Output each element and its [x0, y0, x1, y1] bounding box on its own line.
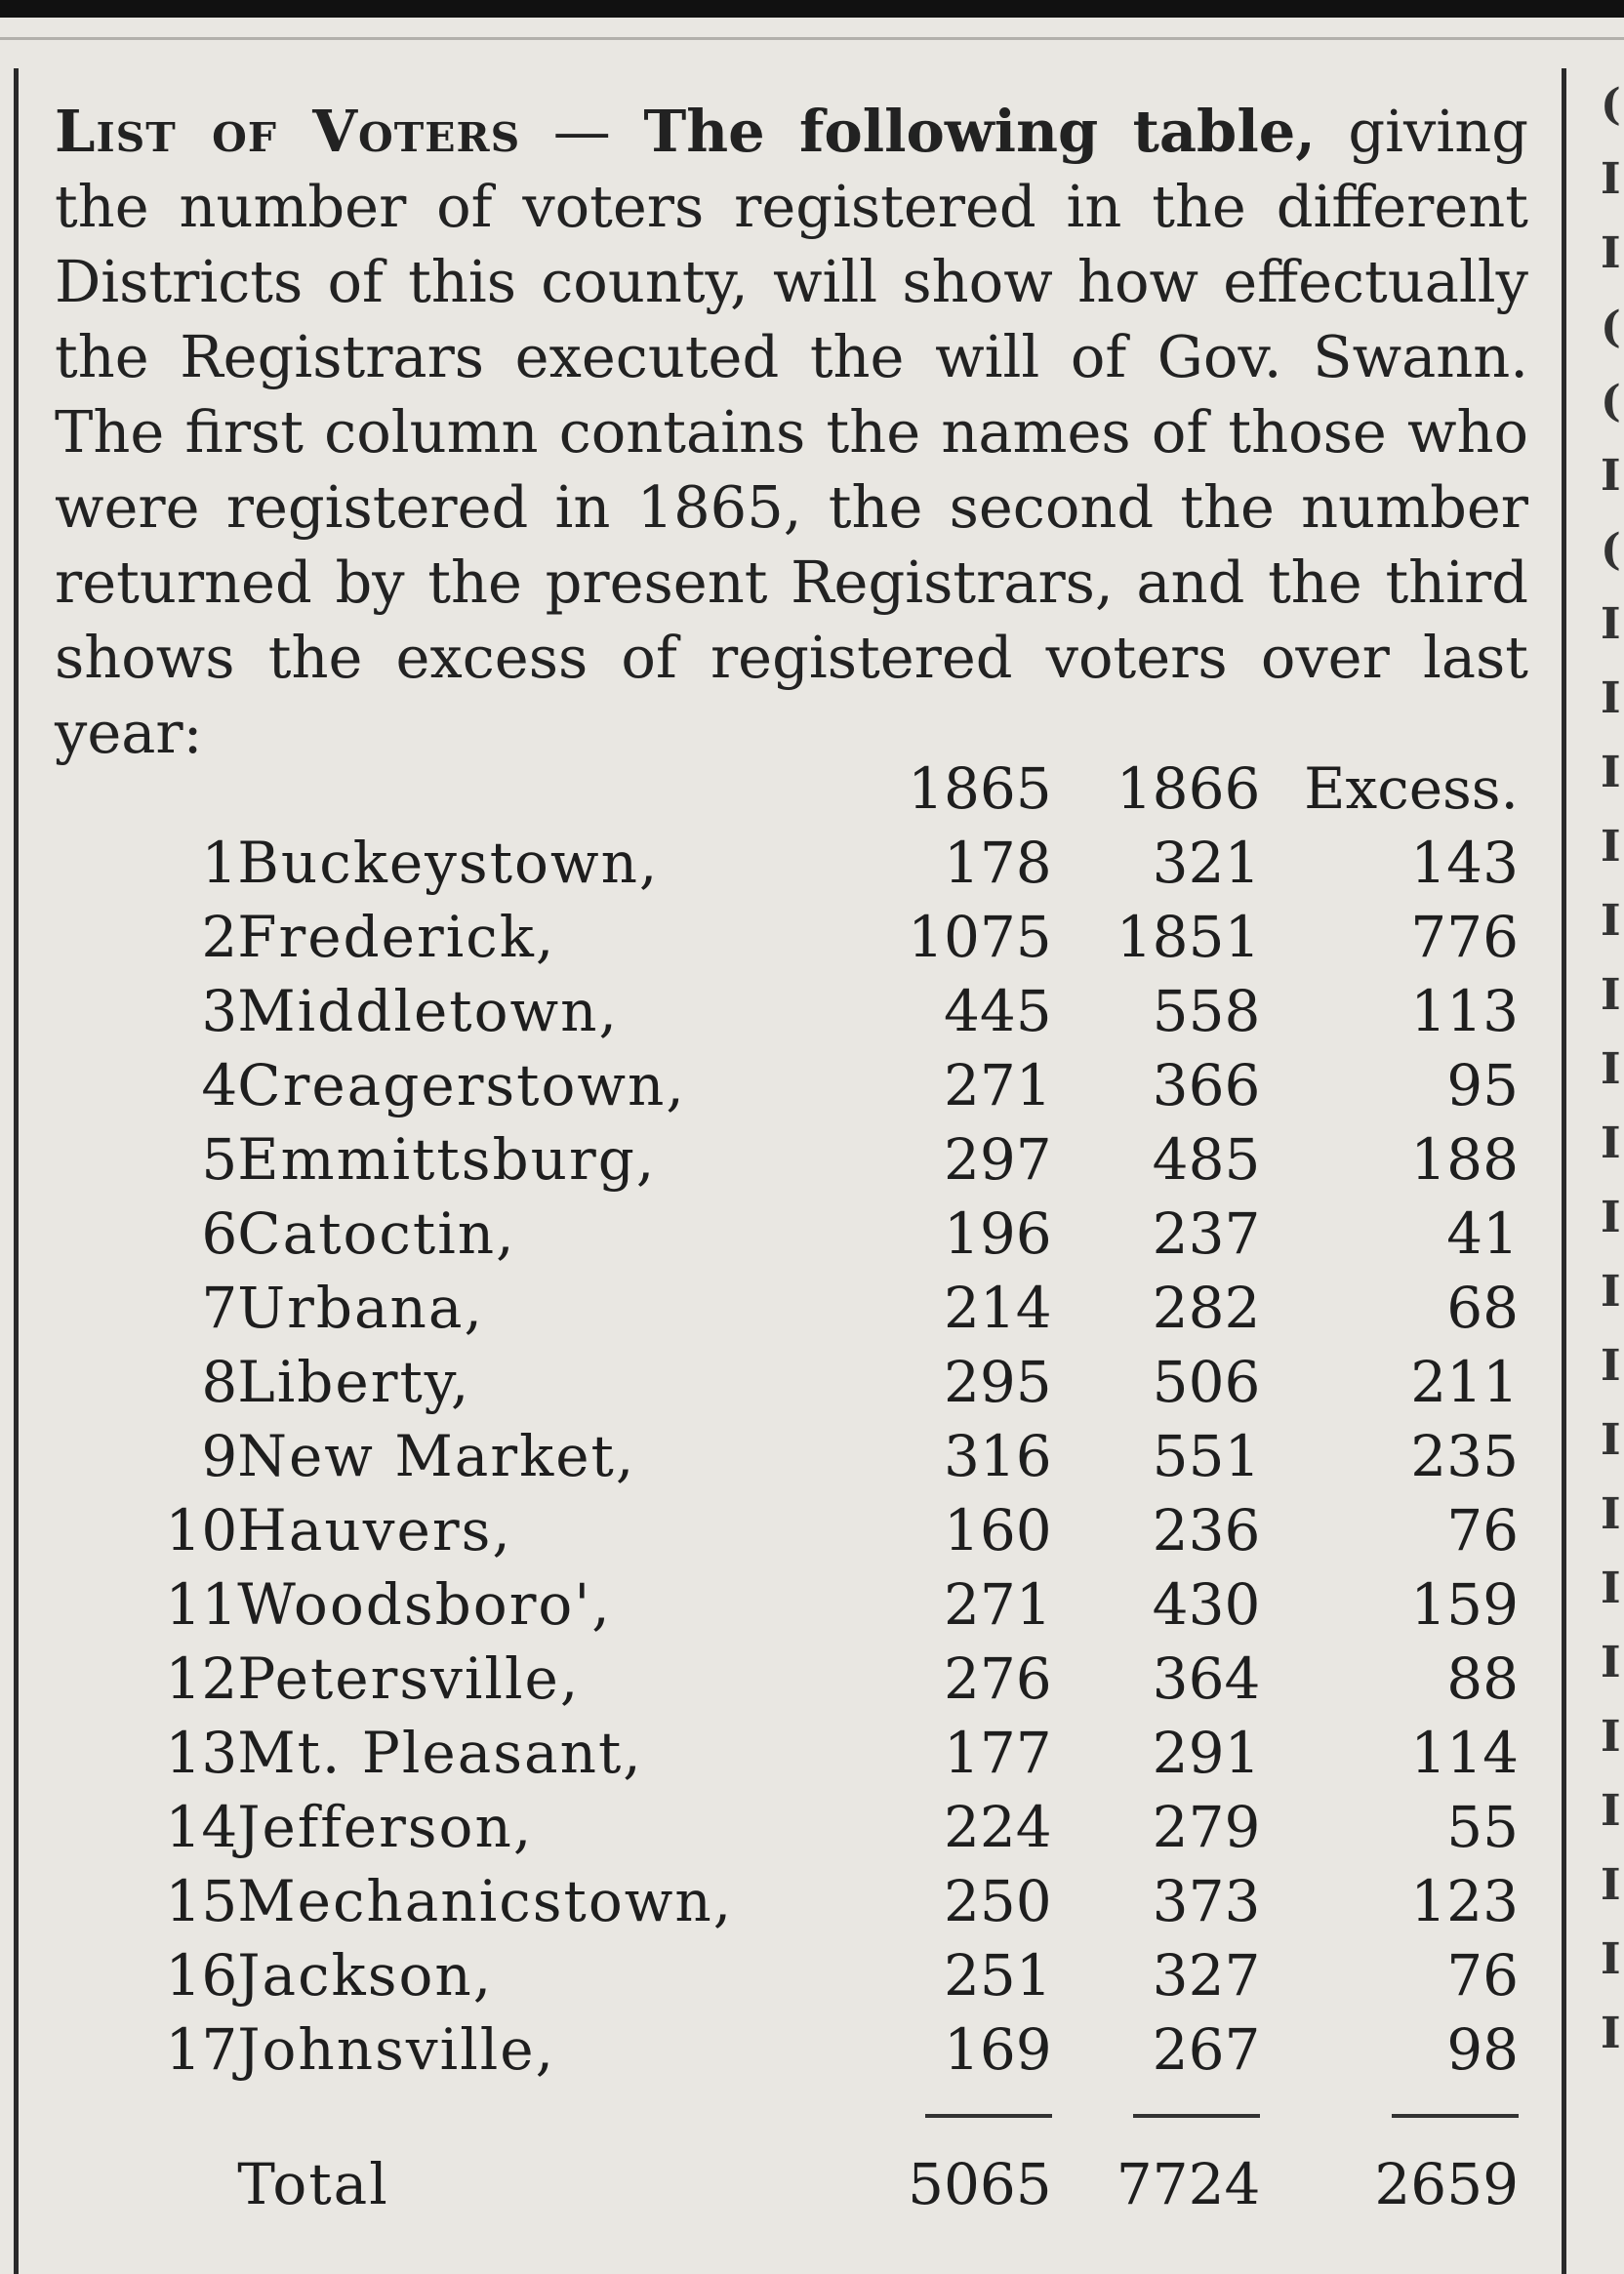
voters-1865: 250	[943, 1868, 1052, 1934]
district-number: 4	[201, 1052, 238, 1118]
rule-blank	[237, 2087, 863, 2135]
voters-1865: 276	[943, 1645, 1052, 1712]
headline-dash: —	[520, 98, 611, 165]
total-dash	[1133, 2114, 1260, 2118]
voters-excess: 143	[1410, 830, 1519, 896]
district-number: 6	[201, 1200, 238, 1267]
header-name-blank	[237, 751, 863, 826]
district-number: 1	[201, 830, 238, 896]
total-excess: 2659	[1374, 2151, 1519, 2217]
table-row	[55, 1642, 1519, 1716]
table-row	[55, 1790, 1519, 1864]
voters-1865: 214	[943, 1275, 1052, 1341]
table-row	[55, 1864, 1519, 1938]
header-excess: Excess.	[1304, 755, 1519, 822]
table-row	[55, 1493, 1519, 1567]
header-1866: 1866	[1116, 755, 1261, 822]
total-1866: 7724	[1116, 2151, 1261, 2217]
district-name: Mt. Pleasant,	[237, 1720, 643, 1786]
top-divider-rule	[0, 37, 1624, 40]
district-name: Catoctin,	[237, 1200, 516, 1267]
article-headline: List of Voters	[55, 98, 521, 165]
district-number: 3	[201, 978, 238, 1044]
voters-1866: 279	[1152, 1794, 1261, 1860]
voters-1865: 169	[943, 2016, 1052, 2083]
voters-1865: 251	[943, 1942, 1052, 2009]
voters-excess: 68	[1446, 1275, 1519, 1341]
voters-1865: 178	[943, 830, 1052, 896]
voters-1866: 558	[1152, 978, 1261, 1044]
header-blank	[55, 751, 237, 826]
district-name: Middletown,	[237, 978, 619, 1044]
district-name: Woodsboro',	[237, 1571, 612, 1638]
voters-table	[55, 751, 1519, 2233]
district-name: Urbana,	[237, 1275, 484, 1341]
article-intro	[55, 94, 1528, 770]
district-number: 5	[201, 1126, 238, 1193]
article-lead: The following table,	[643, 98, 1316, 165]
voters-1865: 445	[943, 978, 1052, 1044]
district-number: 9	[201, 1423, 238, 1489]
district-name: Creagerstown,	[237, 1052, 686, 1118]
total-dash	[925, 2114, 1052, 2118]
district-number: 13	[165, 1720, 238, 1786]
total-dash	[1392, 2114, 1519, 2118]
voters-1866: 364	[1152, 1645, 1261, 1712]
voters-1866: 366	[1152, 1052, 1261, 1118]
voters-excess: 235	[1410, 1423, 1519, 1489]
rule-1866	[1052, 2087, 1261, 2135]
district-name: New Market,	[237, 1423, 636, 1489]
table-body	[55, 826, 1519, 2087]
adjacent-column-fragment: ( I I ( ( I ( I I I I I I I I I I I I I I I I I I I I	[1601, 80, 1621, 2058]
district-number: 14	[165, 1794, 238, 1860]
voters-1866: 373	[1152, 1868, 1261, 1934]
table-row	[55, 1271, 1519, 1345]
right-column-rule	[1562, 68, 1566, 2274]
voters-1865: 297	[943, 1126, 1052, 1193]
district-name: Johnsville,	[237, 2016, 556, 2083]
voters-excess: 113	[1410, 978, 1519, 1044]
voters-1865: 1075	[908, 904, 1052, 970]
district-number: 16	[165, 1942, 238, 2009]
rule-excess	[1260, 2087, 1519, 2135]
district-name: Mechanicstown,	[237, 1868, 734, 1934]
voters-excess: 188	[1410, 1126, 1519, 1193]
voters-excess: 76	[1446, 1942, 1519, 2009]
voters-1865: 316	[943, 1423, 1052, 1489]
rule-1865	[863, 2087, 1051, 2135]
table-row	[55, 1345, 1519, 1419]
voters-excess: 211	[1410, 1349, 1519, 1415]
total-blank	[55, 2135, 237, 2233]
voters-1865: 271	[943, 1052, 1052, 1118]
voters-1865: 271	[943, 1571, 1052, 1638]
voters-1866: 485	[1152, 1126, 1261, 1193]
table-row	[55, 900, 1519, 974]
voters-1866: 551	[1152, 1423, 1261, 1489]
voters-1865: 224	[943, 1794, 1052, 1860]
voters-1866: 282	[1152, 1275, 1261, 1341]
article-body: giving the number of voters registered in the different Districts of this county, will show how effectually the Registrars executed the will of Gov. Swann. The first column contains the names of those who were registered in 1865, the second the number returned by the present Registrars, and the third shows the excess of registered voters over last year:	[55, 98, 1528, 766]
table-row	[55, 1197, 1519, 1271]
table-header-row	[55, 751, 1519, 826]
voters-excess: 95	[1446, 1052, 1519, 1118]
total-label: Total	[237, 2151, 389, 2217]
table-row	[55, 2012, 1519, 2087]
district-number: 7	[201, 1275, 238, 1341]
voters-1865: 177	[943, 1720, 1052, 1786]
district-name: Liberty,	[237, 1349, 471, 1415]
voters-excess: 76	[1446, 1497, 1519, 1563]
voters-1866: 236	[1152, 1497, 1261, 1563]
table-row	[55, 1048, 1519, 1122]
district-number: 8	[201, 1349, 238, 1415]
voters-excess: 114	[1410, 1720, 1519, 1786]
voters-excess: 88	[1446, 1645, 1519, 1712]
total-row	[55, 2135, 1519, 2233]
voters-1866: 1851	[1116, 904, 1261, 970]
district-number: 2	[201, 904, 238, 970]
voters-1866: 506	[1152, 1349, 1261, 1415]
table-row	[55, 1419, 1519, 1493]
district-name: Buckeystown,	[237, 830, 660, 896]
table-row	[55, 1938, 1519, 2012]
total-1865: 5065	[908, 2151, 1052, 2217]
district-number: 17	[165, 2016, 238, 2083]
top-border-bar	[0, 0, 1624, 18]
voters-1866: 291	[1152, 1720, 1261, 1786]
district-number: 10	[165, 1497, 238, 1563]
table-row	[55, 1122, 1519, 1197]
district-name: Frederick,	[237, 904, 556, 970]
district-name: Jefferson,	[237, 1794, 534, 1860]
district-name: Jackson,	[237, 1942, 494, 2009]
article	[55, 94, 1528, 770]
voters-1866: 430	[1152, 1571, 1261, 1638]
voters-1865: 196	[943, 1200, 1052, 1267]
voters-excess: 123	[1410, 1868, 1519, 1934]
district-name: Petersville,	[237, 1645, 581, 1712]
voters-excess: 98	[1446, 2016, 1519, 2083]
district-name: Emmittsburg,	[237, 1126, 657, 1193]
district-number: 12	[165, 1645, 238, 1712]
voters-excess: 776	[1410, 904, 1519, 970]
voters-1865: 160	[943, 1497, 1052, 1563]
left-column-rule	[14, 68, 19, 2274]
table-row	[55, 826, 1519, 900]
table-row	[55, 974, 1519, 1048]
table-row	[55, 1567, 1519, 1642]
total-rule-row	[55, 2087, 1519, 2135]
voters-1866: 321	[1152, 830, 1261, 896]
district-number: 11	[165, 1571, 238, 1638]
voters-1866: 267	[1152, 2016, 1261, 2083]
district-number: 15	[165, 1868, 238, 1934]
voters-excess: 41	[1446, 1200, 1519, 1267]
rule-blank	[55, 2087, 237, 2135]
voters-1866: 237	[1152, 1200, 1261, 1267]
voters-1865: 295	[943, 1349, 1052, 1415]
header-1865: 1865	[908, 755, 1052, 822]
voters-excess: 55	[1446, 1794, 1519, 1860]
district-name: Hauvers,	[237, 1497, 512, 1563]
voters-1866: 327	[1152, 1942, 1261, 2009]
table-row	[55, 1716, 1519, 1790]
voters-excess: 159	[1410, 1571, 1519, 1638]
